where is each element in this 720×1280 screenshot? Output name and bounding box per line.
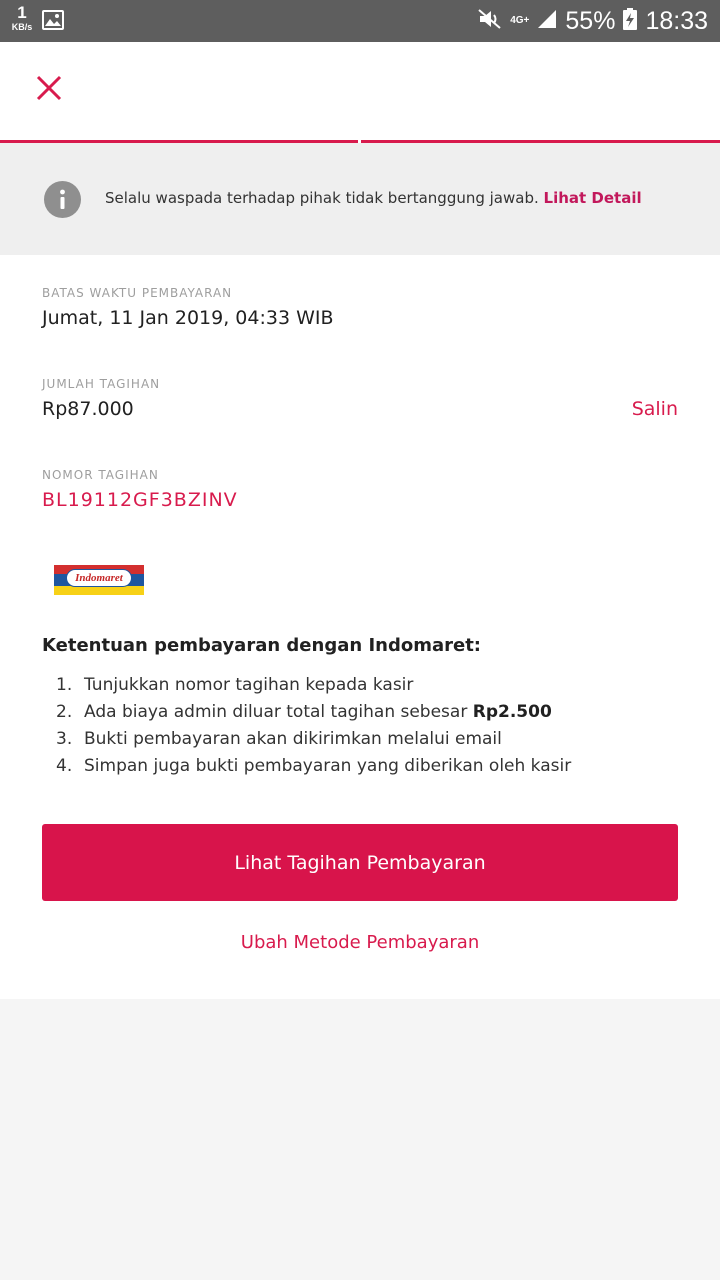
list-item [56,702,571,729]
network-speed-value: 1 [17,3,27,22]
logo-text: Indomaret [75,572,123,584]
deadline-label: BATAS WAKTU PEMBAYARAN [42,286,233,300]
list-item-text: Ada biaya admin diluar total tagihan sebesar [84,702,473,722]
list-item [56,756,571,783]
network-speed-unit: KB/s [11,22,33,32]
admin-fee-amount: Rp2.500 [472,702,552,722]
view-bill-button-label: Lihat Tagihan Pembayaran [234,851,486,874]
notice-text: Selalu waspada terhadap pihak tidak bertanggung jawab. [105,189,539,207]
bill-number-value: BL19112GF3BZINV [42,489,238,511]
copy-button[interactable]: Salin [631,398,678,420]
bill-number-label: NOMOR TAGIHAN [42,468,159,482]
status-bar [0,0,720,42]
mute-icon [478,8,502,34]
view-bill-button[interactable] [42,824,678,901]
amount-label: JUMLAH TAGIHAN [42,377,161,391]
battery-charging-icon [623,8,637,34]
close-button[interactable] [26,67,72,113]
deadline-value: Jumat, 11 Jan 2019, 04:33 WIB [42,307,334,329]
clock: 18:33 [645,6,708,35]
list-item [56,675,571,702]
info-icon [44,181,81,218]
list-item-text: Tunjukkan nomor tagihan kepada kasir [84,675,414,695]
warning-notice [0,143,720,255]
image-icon [42,10,64,34]
payment-details [0,255,720,999]
close-icon [36,75,62,105]
list-item-number: 2. [56,702,73,722]
list-item-number: 4. [56,756,73,776]
change-payment-method-link[interactable] [0,932,720,953]
list-item-text: Simpan juga bukti pembayaran yang diberikan oleh kasir [84,756,572,776]
battery-level: 55% [565,6,616,35]
list-item-number: 3. [56,729,73,749]
terms-title: Ketentuan pembayaran dengan Indomaret: [42,635,481,656]
signal-icon [537,9,557,33]
list-item-number: 1. [56,675,73,695]
network-speed [8,4,36,32]
amount-value: Rp87.000 [42,398,134,420]
indomaret-logo [54,565,144,595]
terms-list [56,675,571,783]
list-item [56,729,571,756]
view-detail-link[interactable]: Lihat Detail [543,189,642,207]
change-payment-method-label: Ubah Metode Pembayaran [240,932,480,953]
notice-text-row [105,189,642,207]
status-right [478,0,708,42]
network-type: 4G+ [510,15,530,26]
app-bar [0,42,720,140]
list-item-text: Bukti pembayaran akan dikirimkan melalui email [84,729,502,749]
